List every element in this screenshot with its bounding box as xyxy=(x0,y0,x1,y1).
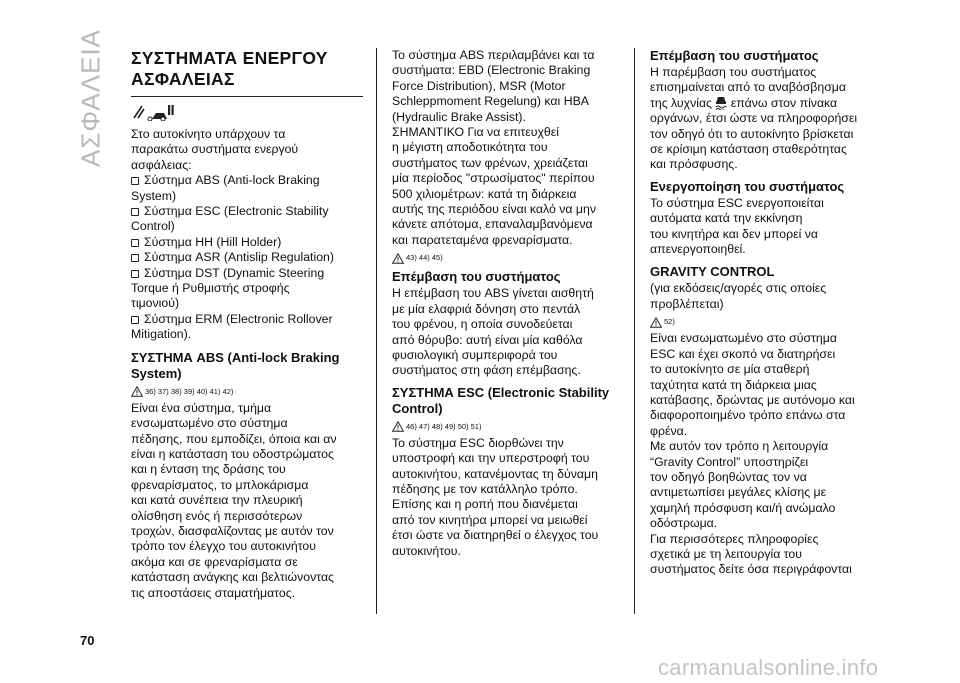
text-line: κατάσταση ανάγκης και βελτιώνοντας xyxy=(131,570,334,585)
gravity-availability xyxy=(650,281,888,312)
text-line: συστήματα: EBD (Electronic Braking xyxy=(392,63,591,78)
warning-triangle-icon xyxy=(650,317,662,328)
warning-refs xyxy=(392,251,628,265)
text-line: υποστροφή και την υπερστροφή του xyxy=(392,451,590,466)
text-line: πέδησης με τον κατάλληλο τρόπο. xyxy=(392,481,578,496)
text-line: φυσιολογική συμπεριφορά του xyxy=(392,347,558,362)
active-safety-icon xyxy=(132,103,174,121)
heading-line: System) xyxy=(131,365,182,381)
text-line: και η ένταση της δράσης του xyxy=(131,462,286,477)
activation-heading: Ενεργοποίηση του συστήματος xyxy=(650,178,845,194)
list-item-text: Mitigation). xyxy=(131,327,192,342)
text-line: τον οδηγό ότι το αυτοκίνητο βρίσκεται xyxy=(650,126,854,141)
warning-triangle-icon xyxy=(392,253,404,264)
text-line: Με αυτόν τον τρόπο η λειτουργία xyxy=(650,439,829,454)
text-line: μία περίοδος "στρωσίματος" περίπου xyxy=(392,171,595,186)
text-line: διαφοροποιημένο τρόπο επάνω στα xyxy=(650,408,846,423)
intro-text xyxy=(131,127,367,173)
text-line: Το σύστημα ESC διορθώνει την xyxy=(392,435,564,450)
section-side-tab-label: ΑΣΦΑΛΕΙΑ xyxy=(75,28,106,168)
list-item-text: Σύστημα ERM (Electronic Rollover xyxy=(144,311,333,326)
text-line: Schleppmoment Regelung) και HBA xyxy=(392,94,589,109)
list-item-text: τιμονιού) xyxy=(131,296,180,311)
text-line: με μία ελαφριά δόνηση στο πεντάλ xyxy=(392,301,581,316)
list-item-text: Control) xyxy=(131,219,175,234)
esc-warning-light-icon xyxy=(715,96,727,110)
text-line: (για εκδόσεις/αγορές στις οποίες xyxy=(650,281,827,296)
text-line: του φρένου, η οποία συνοδεύεται xyxy=(392,317,573,332)
text-line: αυτόματα κατά την εκκίνηση xyxy=(650,211,803,226)
warning-refs xyxy=(650,315,888,329)
esc-heading xyxy=(392,385,628,417)
text-line: Επίσης και η ροπή που διανέμεται xyxy=(392,497,578,512)
column-3 xyxy=(650,48,888,578)
text-line: Η παρέμβαση του συστήματος xyxy=(650,65,817,79)
text-fragment: επάνω στον πίνακα xyxy=(730,95,838,110)
site-watermark: carmanualsonline.info xyxy=(658,655,879,680)
heading-line: ΣΥΣΤΗΜΑ ABS (Anti-lock Braking xyxy=(131,349,340,365)
checkbox-bullet-icon xyxy=(131,239,139,247)
column-1 xyxy=(131,48,367,601)
list-item-text: Σύστημα ABS (Anti-lock Braking xyxy=(144,173,320,188)
gravity-paragraph xyxy=(650,331,888,439)
abs-subsystems-paragraph xyxy=(392,48,628,125)
list-item-text: Σύστημα HH (Hill Holder) xyxy=(144,234,282,249)
list-item xyxy=(131,266,367,312)
text-line: οδόστρωμα. xyxy=(650,516,718,531)
esc-paragraph xyxy=(392,436,628,559)
text-line: ολίσθηση ενός ή περισσότερων xyxy=(131,508,303,523)
text-line: Είναι ένα σύστημα, τμήμα xyxy=(131,400,272,415)
text-line: φρένα. xyxy=(650,423,688,438)
list-item xyxy=(131,204,367,235)
text-line: ΣΗΜΑΝΤΙΚΟ Για να επιτευχθεί xyxy=(392,125,559,140)
text-line: ταχύτητα κατά τη διάρκεια μιας xyxy=(650,377,817,392)
text-line: από θόρυβο: αυτή είναι μία καθόλα xyxy=(392,332,583,347)
text-line: και παρατεταμένα φρεναρίσματα. xyxy=(392,232,573,247)
refs-text: 43) 44) 45) xyxy=(406,253,443,263)
text-line: το αυτοκίνητο σε μία σταθερή xyxy=(650,362,810,377)
text-line: του κινητήρα και δεν μπορεί να xyxy=(650,226,819,241)
text-line: αυτοκινήτου, κατανέμοντας τη δύναμη xyxy=(392,466,598,481)
abs-paragraph xyxy=(131,401,367,601)
text-line: είναι η κατάσταση του οδοστρώματος xyxy=(131,446,334,461)
text-line: κάνετε απότομα, επαναλαμβανόμενα xyxy=(392,217,593,232)
list-item-text: Σύστημα ASR (Antislip Regulation) xyxy=(144,250,334,265)
text-line: επισημαίνεται από το αναβόσβησμα xyxy=(650,80,846,95)
list-item-text: Σύστημα DST (Dynamic Steering xyxy=(144,265,325,280)
important-note xyxy=(392,125,628,248)
section-title-line-1: ΣΥΣΤΗΜΑΤΑ ΕΝΕΡΓΟΥ xyxy=(131,48,328,68)
text-line: απενεργοποιηθεί. xyxy=(650,242,746,257)
text-line: Force Distribution), MSR (Motor xyxy=(392,78,566,93)
engagement-paragraph xyxy=(650,65,888,173)
abs-heading xyxy=(131,350,367,382)
list-item xyxy=(131,312,367,343)
checkbox-bullet-icon xyxy=(131,270,139,278)
text-line: Η επέμβαση του ABS γίνεται αισθητή xyxy=(392,286,594,301)
text-line: έτσι ώστε να διατηρηθεί ο έλεγχος του xyxy=(392,528,599,543)
text-line: Το σύστημα ABS περιλαμβάνει και τα xyxy=(392,48,595,62)
checkbox-bullet-icon xyxy=(131,316,139,324)
refs-text: 36) 37) 38) 39) 40) 41) 42) xyxy=(145,386,234,396)
text-line: σχετικά με τη λειτουργία του xyxy=(650,546,802,561)
list-item-text: System) xyxy=(131,188,177,203)
column-divider-left xyxy=(376,48,377,614)
heading-line: ΣΥΣΤΗΜΑ ESC (Electronic Stability xyxy=(392,384,610,400)
text-line: κατάβασης, δρώντας με αυτόνομο και xyxy=(650,392,855,407)
list-item-text: Σύστημα ESC (Electronic Stability xyxy=(144,204,329,219)
warning-triangle-icon xyxy=(392,421,404,432)
checkbox-bullet-icon xyxy=(131,254,139,262)
text-line: σε κρίσιμη κατάσταση σταθερότητας xyxy=(650,142,847,157)
engagement-heading: Επέμβαση του συστήματος xyxy=(392,269,561,285)
warning-triangle-icon xyxy=(131,386,143,397)
systems-list xyxy=(131,173,367,342)
column-2 xyxy=(392,48,628,559)
warning-refs xyxy=(392,420,628,434)
text-line: αντιμετωπίσει μεγάλες κλίσης με xyxy=(650,485,827,500)
text-line: προβλέπεται) xyxy=(650,296,724,311)
text-line: τροχών, διασφαλίζοντας με αυτόν τον xyxy=(131,523,334,538)
warning-refs xyxy=(131,385,367,399)
section-title-line-2: ΑΣΦΑΛΕΙΑΣ xyxy=(131,69,235,89)
text-fragment: της λυχνίας xyxy=(650,95,712,110)
text-line: συστήματος των φρένων, χρειάζεται xyxy=(392,155,588,170)
list-item xyxy=(131,235,367,250)
text-line: συστήματος στη φάση επέμβασης. xyxy=(392,363,581,378)
text-line: ασφάλειας: xyxy=(131,157,192,172)
text-line: ενσωματωμένο στο σύστημα xyxy=(131,416,288,431)
activation-paragraph xyxy=(650,196,888,258)
text-line: φρεναρίσματος, το μπλοκάρισμα xyxy=(131,477,309,492)
refs-text: 46) 47) 48) 49) 50) 51) xyxy=(406,421,482,431)
text-line: η μέγιστη αποδοτικότητα του xyxy=(392,140,548,155)
text-line: παρακάτω συστήματα ενεργού xyxy=(131,142,299,157)
engagement-heading: Επέμβαση του συστήματος xyxy=(650,48,819,63)
text-line: ESC και έχει σκοπό να διατηρήσει xyxy=(650,346,836,361)
text-line: αυτής της περιόδου είναι καλό να μην xyxy=(392,202,596,217)
refs-text: 52) xyxy=(664,317,675,327)
text-line: ακόμα και σε φρεναρίσματα σε xyxy=(131,554,298,569)
gravity-paragraph-2 xyxy=(650,439,888,578)
column-divider-right xyxy=(634,48,635,614)
text-line: πέδησης, που εμποδίζει, όποια και αν xyxy=(131,431,337,446)
section-side-tab xyxy=(76,28,106,168)
list-item xyxy=(131,173,367,204)
text-line xyxy=(650,96,888,111)
title-rule xyxy=(131,96,363,97)
text-line: οργάνων, έτσι ώστε να πληροφορήσει xyxy=(650,111,858,126)
text-line: τρόπο τον έλεγχο του αυτοκινήτου xyxy=(131,539,316,554)
list-item-text: Torque ή Ρυθμιστής στροφής xyxy=(131,281,290,296)
text-line: Για περισσότερες πληροφορίες xyxy=(650,531,819,546)
text-line: Το σύστημα ESC ενεργοποιείται xyxy=(650,195,824,210)
text-line: τον οδηγό βοηθώντας τον να xyxy=(650,469,807,484)
text-line: 500 χιλιομέτρων: κατά τη διάρκεια xyxy=(392,186,577,201)
checkbox-bullet-icon xyxy=(131,177,139,185)
text-line: από τον κινητήρα μπορεί να μειωθεί xyxy=(392,512,588,527)
text-line: τις αποστάσεις σταματήματος. xyxy=(131,585,296,600)
text-line: “Gravity Control” υποστηρίζει xyxy=(650,454,809,469)
section-title xyxy=(131,48,367,90)
text-line: χαμηλή πρόσφυση και/ή ανώμαλο xyxy=(650,500,836,515)
text-line: συστήματος δείτε όσα περιγράφονται xyxy=(650,562,852,577)
text-line: Είναι ενσωματωμένο στο σύστημα xyxy=(650,331,837,346)
heading-line: Control) xyxy=(392,400,443,416)
list-item xyxy=(131,250,367,265)
text-line: και πρόσφυσης. xyxy=(650,157,738,172)
gravity-control-heading: GRAVITY CONTROL xyxy=(650,264,775,280)
text-line: Στο αυτοκίνητο υπάρχουν τα xyxy=(131,127,286,141)
checkbox-bullet-icon xyxy=(131,208,139,216)
text-line: και κατά συνέπεια την πλευρική xyxy=(131,493,303,508)
engagement-paragraph xyxy=(392,286,628,378)
page-number: 70 xyxy=(80,633,95,648)
text-line: (Hydraulic Brake Assist). xyxy=(392,109,526,124)
text-line: αυτοκινήτου. xyxy=(392,543,461,558)
